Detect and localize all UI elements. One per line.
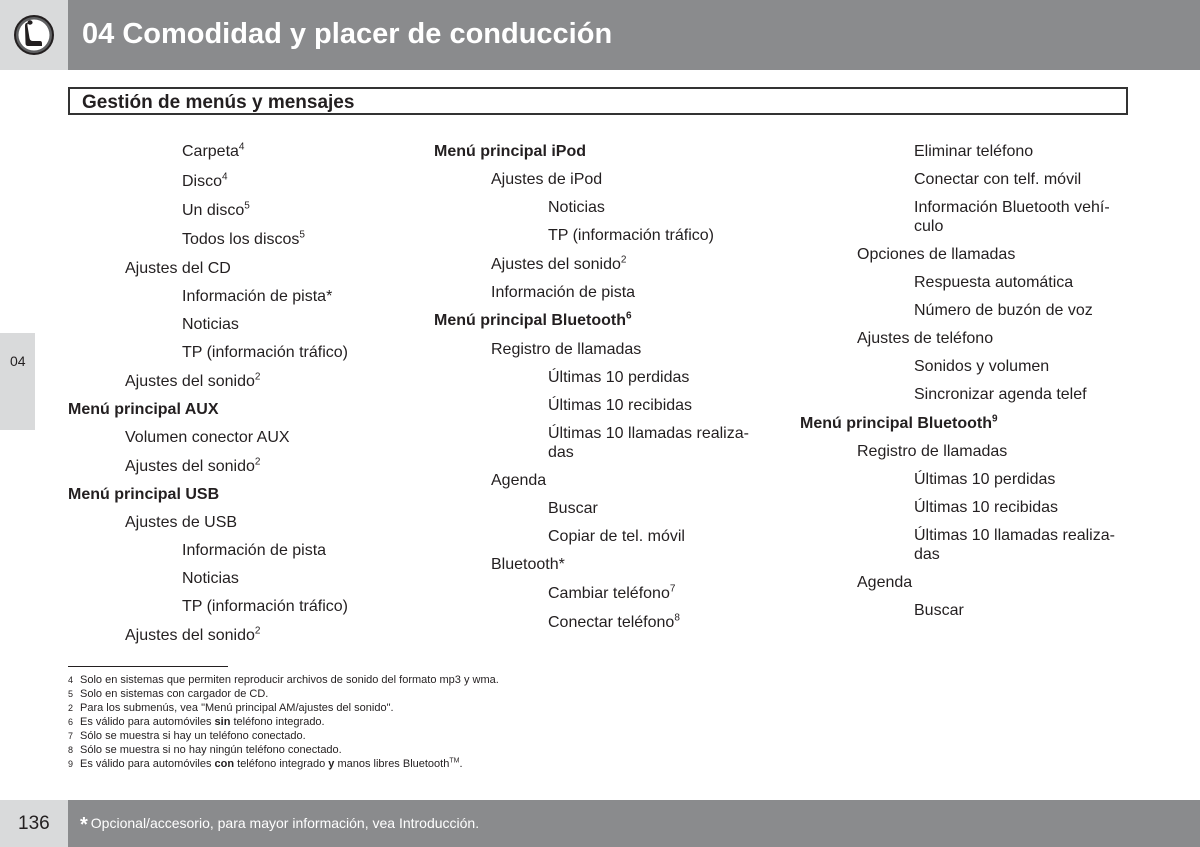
- menu-item: [548, 613, 680, 633]
- footnote-ref: 2: [254, 456, 261, 468]
- footnote: [68, 702, 394, 715]
- footnote: [68, 744, 342, 757]
- menu-item: [491, 340, 641, 360]
- footnote-number: 9: [68, 759, 74, 769]
- menu-item: [914, 198, 1110, 218]
- menu-item: [914, 601, 964, 621]
- menu-item: [125, 626, 260, 646]
- menu-item: [857, 245, 1015, 265]
- menu-item-text: Últimas 10 llamadas realiza-: [548, 425, 749, 442]
- menu-heading: [434, 311, 632, 331]
- menu-item-text: Información de pista: [182, 542, 327, 559]
- menu-heading: [800, 414, 998, 434]
- menu-item: [125, 457, 260, 477]
- menu-item-text: Ajustes de teléfono: [857, 330, 994, 347]
- menu-item-text: Carpeta: [182, 143, 239, 160]
- menu-item: [548, 226, 714, 246]
- menu-item-text: Ajustes del CD: [125, 260, 231, 277]
- footnote-ref: 2: [620, 254, 627, 266]
- menu-item: [914, 545, 940, 565]
- menu-item: [914, 273, 1073, 293]
- footnote-text: Solo en sistemas con cargador de CD.: [80, 688, 269, 700]
- footnote-text: y: [328, 758, 335, 770]
- menu-item-text: Respuesta automática: [914, 274, 1074, 291]
- menu-item-text: Noticias: [548, 199, 605, 216]
- menu-item-text: Menú principal Bluetooth: [434, 312, 626, 329]
- menu-item: [548, 443, 574, 463]
- menu-item-text: Conectar teléfono: [548, 614, 675, 631]
- menu-item-text: Últimas 10 perdidas: [548, 369, 690, 386]
- menu-item-text: Un disco: [182, 202, 245, 219]
- footnote: [68, 674, 499, 687]
- menu-item: [914, 526, 1115, 546]
- menu-item-text: Noticias: [182, 570, 239, 587]
- section-title: Gestión de menús y mensajes: [82, 92, 355, 113]
- menu-item-text: Menú principal AUX: [68, 401, 219, 418]
- menu-item: [491, 255, 626, 275]
- menu-item-text: Buscar: [914, 602, 964, 619]
- footnote-text: Sólo se muestra si no hay ningún teléfono conectado.: [80, 744, 342, 756]
- footnote-number: 2: [68, 703, 74, 713]
- menu-item-text: Conectar con telf. móvil: [914, 171, 1082, 188]
- page-number: 136: [18, 813, 50, 834]
- menu-item: [491, 283, 635, 303]
- footnote: [68, 730, 306, 743]
- footnote-text: manos libres Bluetooth: [334, 758, 450, 770]
- footnote: [68, 716, 325, 729]
- menu-item: [182, 201, 250, 221]
- footnote-number: 5: [68, 689, 74, 699]
- footnote-number: 6: [68, 717, 74, 727]
- footnote-divider: [68, 666, 228, 667]
- menu-item-text: Información de pista*: [182, 288, 333, 305]
- menu-item-text: Últimas 10 recibidas: [548, 397, 693, 414]
- menu-item: [548, 499, 598, 519]
- footnote-text: teléfono integrado: [234, 758, 329, 770]
- menu-item-text: Últimas 10 recibidas: [914, 499, 1059, 516]
- menu-item-text: Menú principal iPod: [434, 143, 587, 160]
- menu-item: [182, 541, 326, 561]
- header-bar: [0, 0, 1200, 70]
- menu-item-text: TP (información tráfico): [548, 227, 714, 244]
- footnote-ref: 5: [299, 229, 305, 241]
- menu-item-text: Registro de llamadas: [491, 341, 642, 358]
- menu-item: [182, 569, 239, 589]
- footer-note-text: Opcional/accesorio, para mayor información, vea Introducción.: [90, 815, 480, 831]
- menu-item-text: Todos los discos: [182, 231, 300, 248]
- menu-item: [182, 230, 305, 250]
- menu-item-text: TP (información tráfico): [182, 598, 348, 615]
- menu-item: [182, 315, 239, 335]
- page-number-box: [0, 800, 68, 847]
- footnote-text: teléfono integrado.: [230, 716, 325, 728]
- menu-item-text: Ajustes del sonido: [125, 458, 255, 475]
- footnote-number: 8: [68, 745, 74, 755]
- menu-item-text: Sonidos y volumen: [914, 358, 1050, 375]
- menu-item: [548, 424, 749, 444]
- menu-item: [125, 372, 260, 392]
- menu-item: [914, 217, 943, 237]
- menu-item: [182, 142, 244, 162]
- menu-item-text: Agenda: [857, 574, 913, 591]
- chapter-side-tab: [0, 333, 35, 430]
- menu-item-text: Información Bluetooth vehí-: [914, 199, 1110, 216]
- menu-item-text: Número de buzón de voz: [914, 302, 1093, 319]
- footer-bar: [0, 800, 1200, 847]
- menu-item: [182, 343, 348, 363]
- menu-item-text: Bluetooth*: [491, 556, 565, 573]
- footnote: [68, 758, 463, 771]
- menu-item-text: Menú principal Bluetooth: [800, 415, 992, 432]
- menu-item: [125, 428, 290, 448]
- menu-item: [914, 498, 1058, 518]
- footnote-text: sin: [214, 716, 231, 728]
- menu-item-text: Últimas 10 llamadas realiza-: [914, 527, 1115, 544]
- menu-item: [914, 301, 1093, 321]
- menu-item: [548, 584, 675, 604]
- chapter-tab-label: 04: [10, 353, 26, 369]
- menu-item-text: Opciones de llamadas: [857, 246, 1016, 263]
- menu-item-text: Ajustes del sonido: [125, 373, 255, 390]
- footnote-ref: 5: [244, 200, 250, 212]
- menu-item-text: TP (información tráfico): [182, 344, 348, 361]
- footnote-ref: 7: [669, 583, 676, 595]
- menu-item: [125, 513, 237, 533]
- menu-heading: [68, 485, 219, 505]
- footnote-text: Para los submenús, vea "Menú principal AM/ajustes del sonido".: [80, 702, 394, 714]
- menu-item-text: Volumen conector AUX: [125, 429, 290, 446]
- menu-item: [182, 597, 348, 617]
- menu-item-text: Disco: [182, 173, 223, 190]
- menu-item-text: Noticias: [182, 316, 239, 333]
- footnote-ref: 9: [992, 413, 998, 425]
- footnote-ref: 6: [626, 310, 632, 322]
- menu-item: [491, 555, 565, 575]
- seat-icon: [13, 14, 55, 56]
- footnote-ref: 8: [674, 612, 680, 624]
- menu-heading: [434, 142, 586, 162]
- menu-item: [857, 329, 993, 349]
- menu-item: [125, 259, 231, 279]
- menu-item-text: das: [914, 546, 940, 563]
- chapter-icon-box: [0, 0, 68, 70]
- footnote-ref: 2: [254, 371, 261, 383]
- menu-item-text: Copiar de tel. móvil: [548, 528, 685, 545]
- menu-item: [182, 287, 332, 307]
- footnote-text: TM: [449, 757, 460, 765]
- footnote-number: 7: [68, 731, 74, 741]
- footnote-text: Sólo se muestra si hay un teléfono conectado.: [80, 730, 306, 742]
- footer-note: [80, 814, 479, 837]
- menu-item: [914, 142, 1033, 162]
- footnote-ref: 4: [222, 171, 228, 183]
- menu-item: [548, 198, 605, 218]
- footnote-ref: 4: [238, 141, 245, 153]
- menu-item: [548, 396, 692, 416]
- menu-item-text: Cambiar teléfono: [548, 585, 670, 602]
- menu-item-text: Ajustes del sonido: [491, 256, 621, 273]
- footnote: [68, 688, 268, 701]
- menu-item: [914, 470, 1055, 490]
- menu-item-text: Ajustes del sonido: [125, 627, 255, 644]
- menu-heading: [68, 400, 219, 420]
- menu-item-text: Últimas 10 perdidas: [914, 471, 1056, 488]
- menu-item-text: Sincronizar agenda telef: [914, 386, 1087, 403]
- menu-item: [548, 527, 685, 547]
- footnote-number: 4: [68, 675, 74, 685]
- menu-item: [548, 368, 689, 388]
- footnote-text: .: [459, 758, 463, 770]
- menu-item-text: culo: [914, 218, 944, 235]
- footnote-text: con: [214, 758, 235, 770]
- menu-item-text: Ajustes de iPod: [491, 171, 603, 188]
- section-heading-box: [68, 87, 1128, 115]
- menu-item: [491, 170, 602, 190]
- footnote-text: Solo en sistemas que permiten reproducir archivos de sonido del formato mp3 y wma.: [80, 674, 499, 686]
- menu-item: [182, 172, 228, 192]
- footnote-text: Es válido para automóviles: [80, 716, 215, 728]
- menu-item: [857, 442, 1007, 462]
- menu-item-text: Buscar: [548, 500, 598, 517]
- footnote-text: Es válido para automóviles: [80, 758, 215, 770]
- footnote-ref: 2: [254, 625, 261, 637]
- menu-item: [914, 170, 1081, 190]
- menu-item-text: Eliminar teléfono: [914, 143, 1034, 160]
- chapter-title: 04 Comodidad y placer de conducción: [82, 18, 613, 50]
- menu-item: [914, 357, 1049, 377]
- menu-item-text: Menú principal USB: [68, 486, 220, 503]
- menu-item-text: das: [548, 444, 574, 461]
- menu-item: [914, 385, 1087, 405]
- menu-item-text: Información de pista: [491, 284, 636, 301]
- menu-item-text: Ajustes de USB: [125, 514, 238, 531]
- menu-item: [491, 471, 546, 491]
- menu-item-text: Registro de llamadas: [857, 443, 1008, 460]
- asterisk-mark: *: [80, 814, 88, 836]
- menu-item-text: Agenda: [491, 472, 547, 489]
- menu-item: [857, 573, 912, 593]
